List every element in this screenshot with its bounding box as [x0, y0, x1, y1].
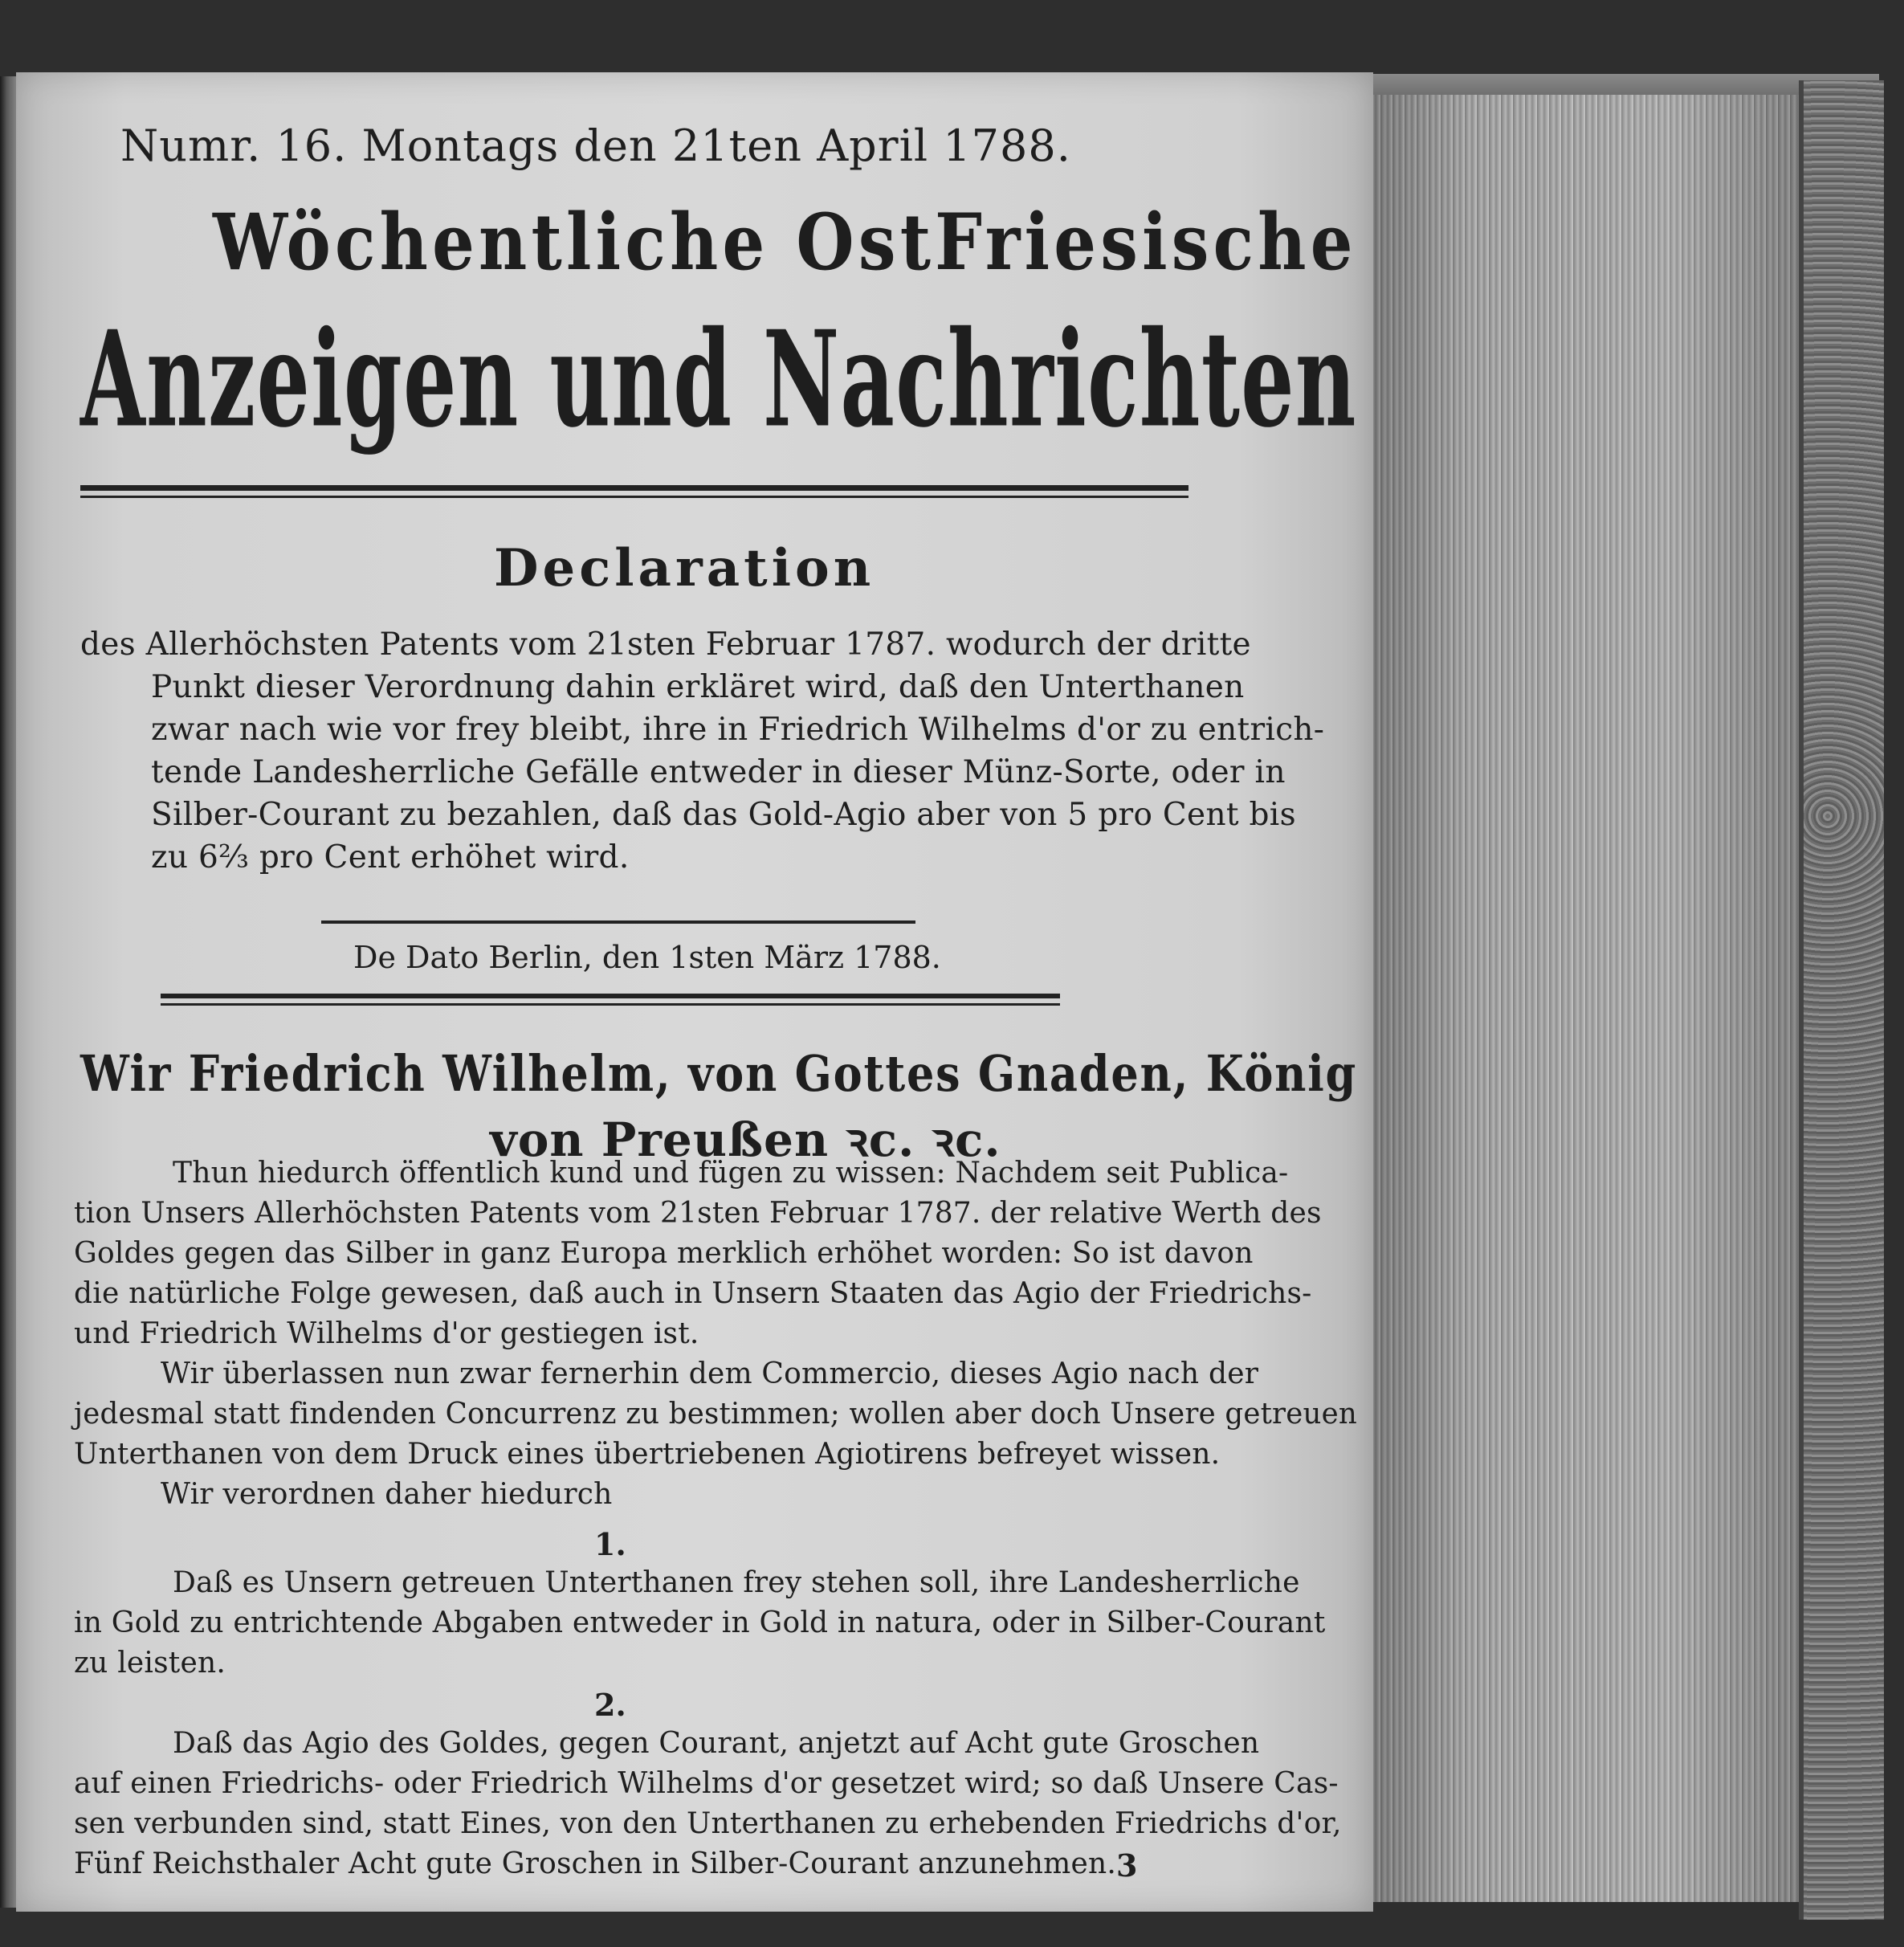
decree-heading-line-2: von Preußen ꝛc. ꝛc. — [490, 1112, 1001, 1167]
paragraph-line: und Friedrich Wilhelms d'or gestiegen ist. — [74, 1317, 699, 1350]
declaration-title: Declaration — [494, 538, 875, 598]
issue-line: Numr. 16. Montags den 21ten April 1788. — [120, 120, 1071, 171]
paragraph-line: Wir überlassen nun zwar fernerhin dem Commercio, dieses Agio nach der — [161, 1357, 1259, 1390]
masthead-line-2: Anzeigen und Nachrichten — [80, 301, 1357, 457]
paragraph-line: Goldes gegen das Silber in ganz Europa merklich erhöhet worden: So ist davon — [74, 1237, 1254, 1270]
book-cover-board — [1799, 80, 1884, 1920]
paragraph-line: tion Unsers Allerhöchsten Patents vom 21sten Februar 1787. der relative Werth des — [74, 1197, 1322, 1230]
declaration-rule — [321, 920, 915, 924]
section-number: 1. — [594, 1526, 626, 1562]
decree-heading-line-1: Wir Friedrich Wilhelm, von Gottes Gnaden, König — [80, 1044, 1358, 1103]
declaration-line: tende Landesherrliche Gefälle entweder in dieser Münz-Sorte, oder in — [151, 754, 1286, 790]
declaration-line: des Allerhöchsten Patents vom 21sten Februar 1787. wodurch der dritte — [80, 627, 1251, 663]
section-line: Fünf Reichsthaler Acht gute Groschen in Silber-Courant anzunehmen. — [74, 1847, 1117, 1880]
paragraph-line: jedesmal statt findenden Concurrenz zu bestimmen; wollen aber doch Unsere getreuen — [74, 1398, 1357, 1431]
section-line: in Gold zu entrichtende Abgaben entweder in Gold in natura, oder in Silber-Courant — [74, 1606, 1326, 1639]
section-line: sen verbunden sind, statt Eines, von den Unterthanen zu erhebenden Friedrichs d'or, — [74, 1807, 1342, 1840]
masthead-rule-thin — [80, 496, 1188, 498]
paragraph-line: Wir verordnen daher hiedurch — [161, 1478, 613, 1511]
section-number: 2. — [594, 1687, 626, 1723]
masthead-rule — [80, 485, 1188, 491]
paragraph-line: Unterthanen von dem Druck eines übertriebenen Agiotirens befreyet wissen. — [74, 1438, 1221, 1471]
declaration-line: zu 6⅔ pro Cent erhöhet wird. — [151, 839, 630, 876]
section-line: auf einen Friedrichs- oder Friedrich Wilhelms d'or gesetzet wird; so daß Unsere Cas- — [74, 1767, 1339, 1800]
masthead-line-1: Wöchentliche OstFriesische — [213, 197, 1357, 288]
section-line: zu leisten. — [74, 1647, 226, 1680]
declaration-line: zwar nach wie vor frey bleibt, ihre in Friedrich Wilhelms d'or zu entrich- — [151, 712, 1325, 748]
declaration-line: Silber-Courant zu bezahlen, daß das Gold-Agio aber von 5 pro Cent bis — [151, 797, 1296, 833]
paragraph-line: Thun hiedurch öffentlich kund und fügen zu wissen: Nachdem seit Publica- — [173, 1157, 1289, 1190]
section-rule-thin — [161, 1003, 1060, 1006]
catchword: 3 — [1116, 1847, 1138, 1884]
declaration-line: Punkt dieser Verordnung dahin erkläret wird, daß den Unterthanen — [151, 669, 1245, 705]
paragraph-line: die natürliche Folge gewesen, daß auch in Unsern Staaten das Agio der Friedrichs- — [74, 1277, 1312, 1310]
dateline: De Dato Berlin, den 1sten März 1788. — [353, 940, 941, 975]
left-book-edge — [0, 76, 18, 1908]
section-line: Daß das Agio des Goldes, gegen Courant, anjetzt auf Acht gute Groschen — [173, 1727, 1260, 1760]
page-block-shading — [1365, 95, 1799, 1902]
section-rule — [161, 994, 1060, 998]
section-line: Daß es Unsern getreuen Unterthanen frey stehen soll, ihre Landesherrliche — [173, 1566, 1300, 1599]
